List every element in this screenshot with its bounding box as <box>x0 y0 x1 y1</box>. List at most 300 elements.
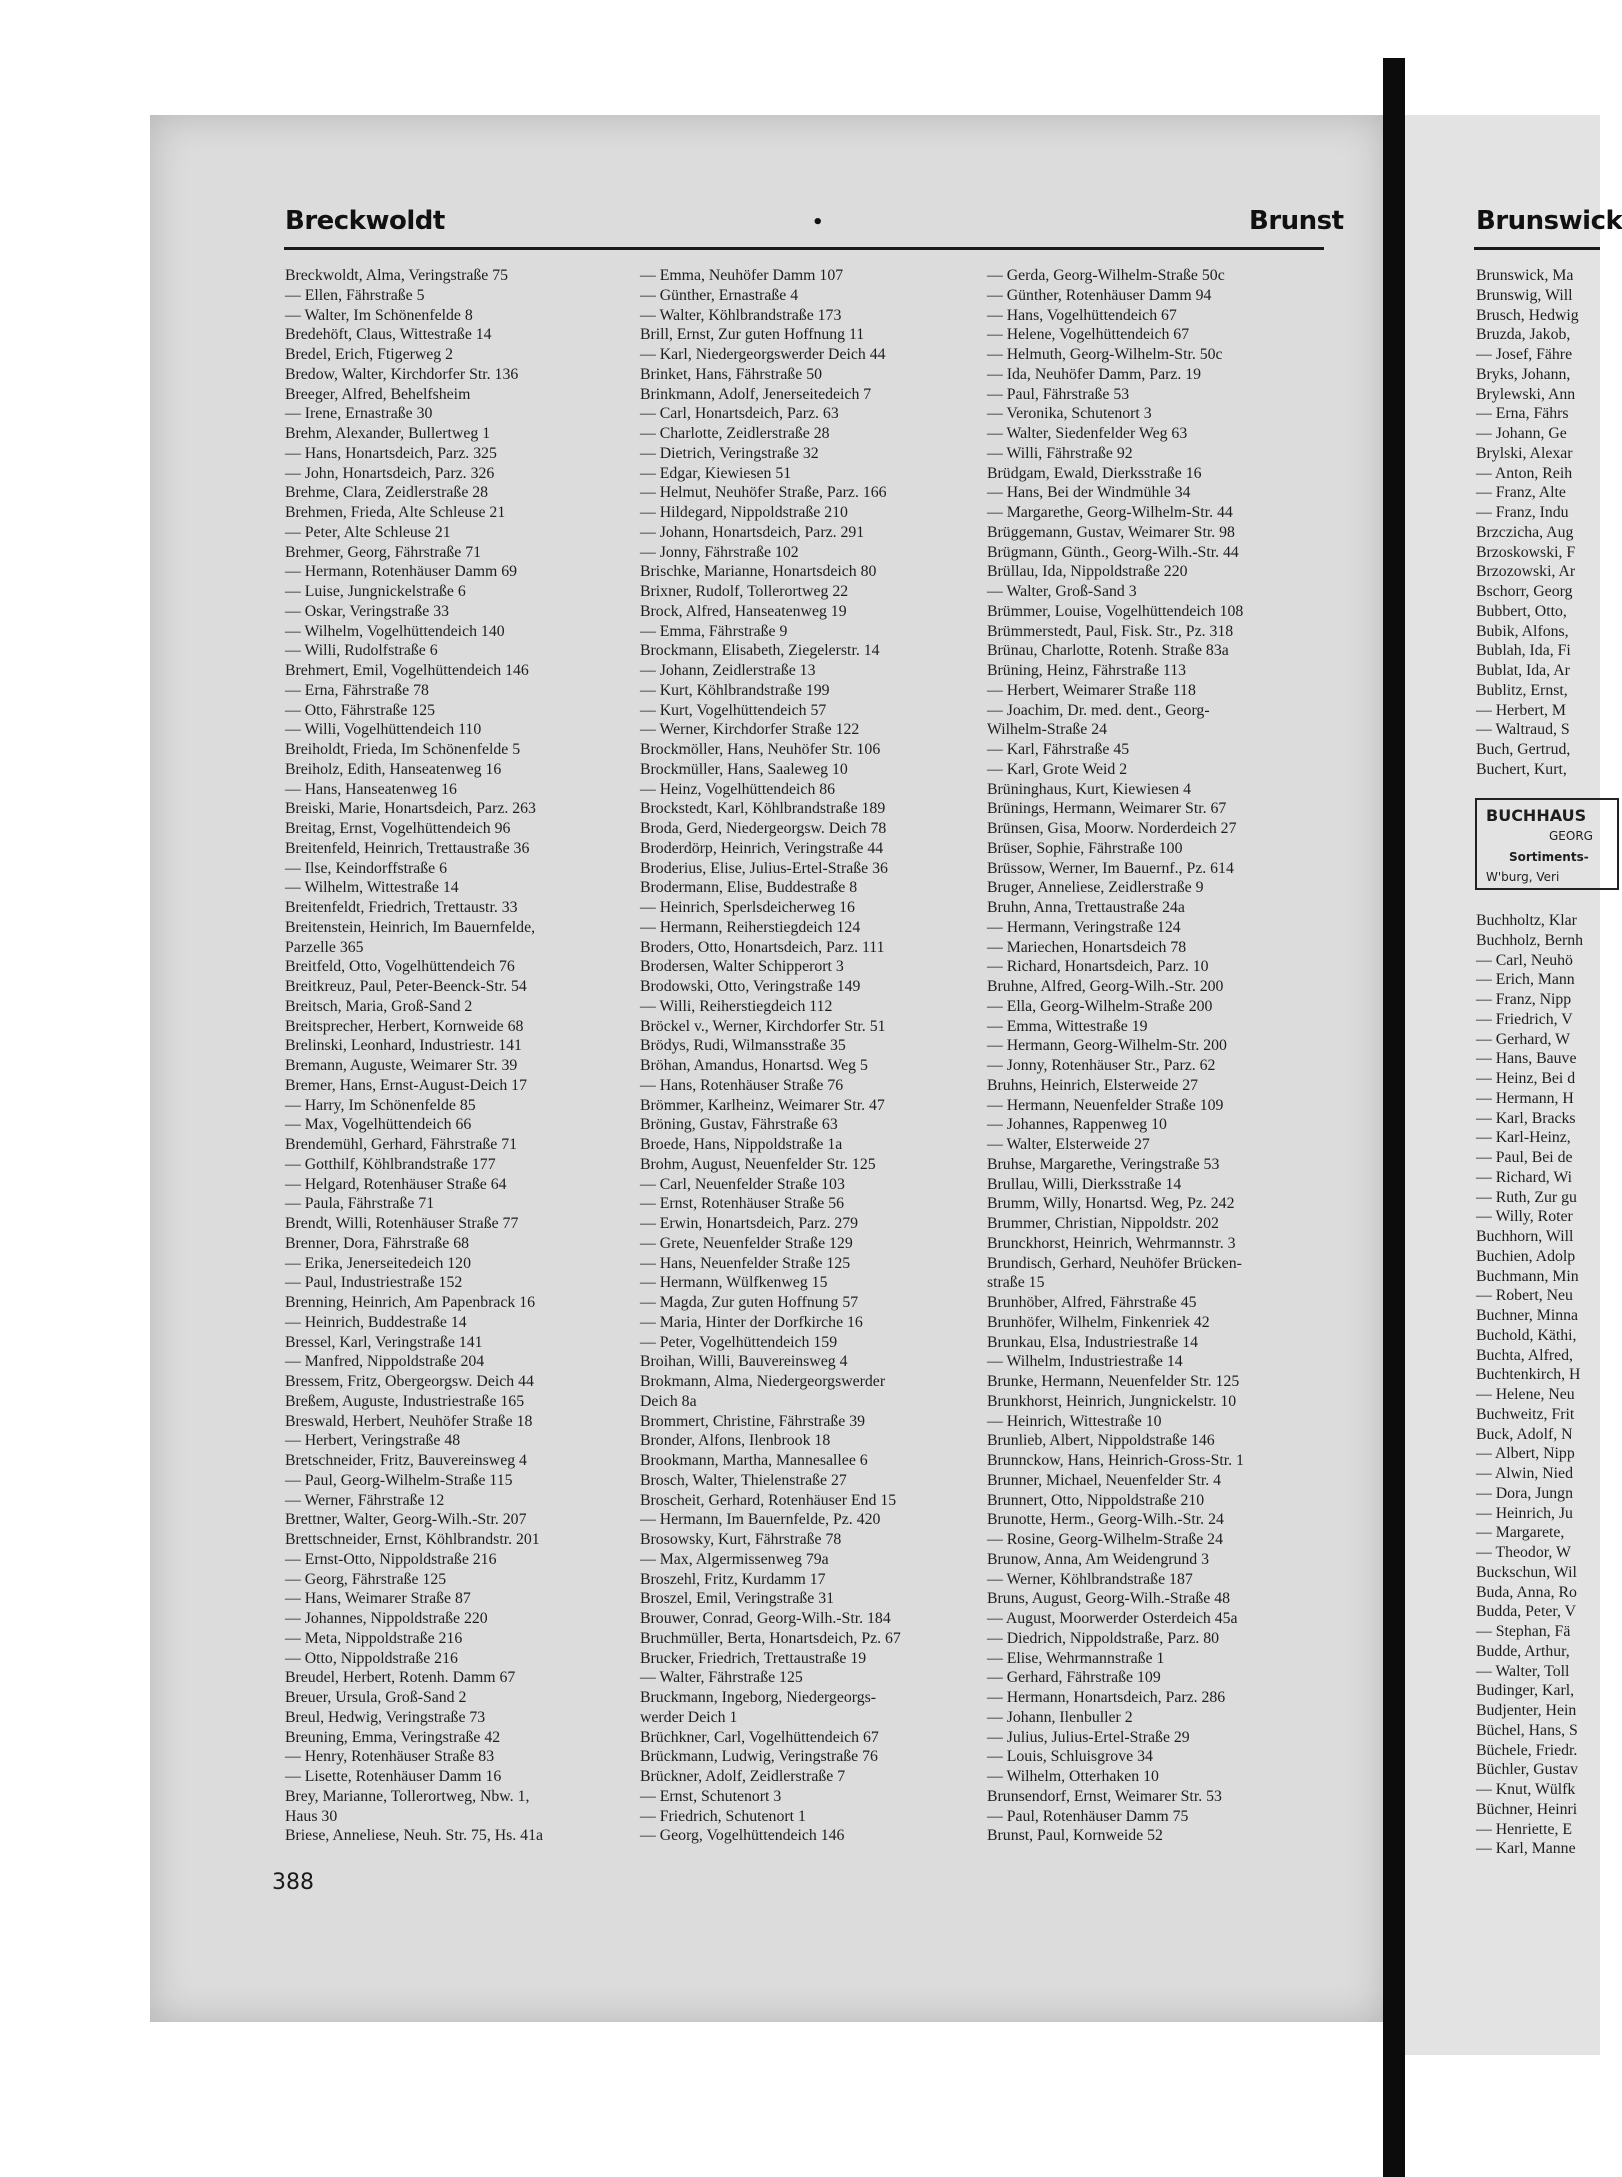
directory-entry: — Hans, Vogelhüttendeich 67 <box>987 306 1177 324</box>
directory-entry: Briese, Anneliese, Neuh. Str. 75, Hs. 41a <box>285 1827 543 1845</box>
directory-entry: — Knut, Wülfk <box>1476 1781 1576 1798</box>
directory-entry: — Irene, Ernastraße 30 <box>285 405 433 423</box>
directory-entry: — Elise, Wehrmannstraße 1 <box>987 1649 1165 1667</box>
directory-entry: — Maria, Hinter der Dorfkirche 16 <box>640 1313 863 1331</box>
directory-entry: — Johann, Ilenbuller 2 <box>987 1708 1133 1726</box>
directory-entry: Breitkreuz, Paul, Peter-Beenck-Str. 54 <box>285 978 527 995</box>
directory-entry: — Josef, Fähre <box>1476 346 1573 363</box>
directory-entry: — John, Honartsdeich, Parz. 326 <box>285 464 495 482</box>
directory-entry: — Heinz, Vogelhüttendeich 86 <box>640 780 836 798</box>
directory-entry: — Walter, Toll <box>1476 1662 1570 1680</box>
directory-entry: Bröckel v., Werner, Kirchdorfer Str. 51 <box>640 1017 886 1035</box>
directory-entry: Brettner, Walter, Georg-Wilh.-Str. 207 <box>285 1511 527 1529</box>
directory-entry: Brunnert, Otto, Nippoldstraße 210 <box>987 1491 1205 1509</box>
directory-entry: — Hermann, Georg-Wilhelm-Str. 200 <box>987 1037 1227 1055</box>
directory-entry: — Henriette, E <box>1476 1820 1573 1838</box>
directory-entry: — Herbert, Weimarer Straße 118 <box>987 681 1196 699</box>
directory-entry: — Paul, Georg-Wilhelm-Straße 115 <box>285 1471 513 1489</box>
directory-entry: Breckwoldt, Alma, Veringstraße 75 <box>285 267 509 284</box>
directory-entry: Breitenfeldt, Friedrich, Trettaustr. 33 <box>285 899 518 916</box>
directory-entry: Breul, Hedwig, Veringstraße 73 <box>285 1708 486 1726</box>
directory-entry: — Peter, Alte Schleuse 21 <box>285 523 451 541</box>
directory-entry: — August, Moorwerder Osterdeich 45a <box>987 1610 1238 1627</box>
directory-entry: — Wilhelm, Otterhaken 10 <box>987 1768 1159 1785</box>
directory-entry: Brüllau, Ida, Nippoldstraße 220 <box>987 563 1188 581</box>
directory-entry: Brömmer, Karlheinz, Weimarer Str. 47 <box>640 1096 885 1114</box>
directory-entry: Brendt, Willi, Rotenhäuser Straße 77 <box>285 1215 519 1232</box>
directory-entry: Brosch, Walter, Thielenstraße 27 <box>640 1471 847 1489</box>
directory-entry: — Rosine, Georg-Wilhelm-Straße 24 <box>987 1531 1223 1548</box>
directory-entry: — Waltraud, S <box>1476 721 1570 739</box>
directory-entry: — Walter, Siedenfelder Weg 63 <box>987 425 1188 442</box>
directory-entry: Brunlieb, Albert, Nippoldstraße 146 <box>987 1432 1215 1450</box>
directory-entry: — Hermann, Neuenfelder Straße 109 <box>987 1096 1224 1114</box>
directory-entry: Brunhöber, Alfred, Fährstraße 45 <box>987 1294 1197 1311</box>
directory-entry: — Johann, Ge <box>1476 425 1567 442</box>
directory-entry: — Carl, Neuenfelder Straße 103 <box>640 1175 845 1193</box>
directory-entry: Breeger, Alfred, Behelfsheim <box>285 385 471 403</box>
directory-entry: — Veronika, Schutenort 3 <box>987 405 1152 423</box>
directory-entry: — Gotthilf, Köhlbrandstraße 177 <box>285 1155 496 1173</box>
directory-entry: Buchtenkirch, H <box>1476 1366 1581 1384</box>
directory-entry: Parzelle 365 <box>285 938 364 956</box>
directory-entry: — Edgar, Kiewiesen 51 <box>640 464 792 482</box>
directory-entry: Bschorr, Georg <box>1476 583 1573 600</box>
directory-entry: — Erna, Fährstraße 78 <box>285 681 429 699</box>
directory-entry: Bubbert, Otto, <box>1476 602 1567 620</box>
directory-entry: Brzozowski, Ar <box>1476 563 1576 581</box>
directory-entry: Buchien, Adolp <box>1476 1247 1576 1265</box>
directory-entry: Brockmöller, Hans, Neuhöfer Str. 106 <box>640 741 881 758</box>
directory-entry: Buckschun, Wil <box>1476 1563 1577 1581</box>
directory-entry: — Meta, Nippoldstraße 216 <box>285 1629 463 1647</box>
directory-entry: Brünau, Charlotte, Rotenh. Straße 83a <box>987 642 1229 660</box>
directory-entry: — Heinrich, Wittestraße 10 <box>987 1412 1162 1430</box>
directory-entry: — Charlotte, Zeidlerstraße 28 <box>640 425 830 442</box>
directory-entry: Brzczicha, Aug <box>1476 523 1574 541</box>
directory-entry: Brunkau, Elsa, Industriestraße 14 <box>987 1333 1199 1351</box>
column-4-bottom <box>1476 911 1600 1859</box>
directory-entry: Brüser, Sophie, Fährstraße 100 <box>987 839 1183 857</box>
directory-entry: — Paul, Bei de <box>1476 1149 1573 1166</box>
directory-entry: Breuer, Ursula, Groß-Sand 2 <box>285 1689 467 1706</box>
directory-entry: — Paul, Fährstraße 53 <box>987 385 1130 403</box>
directory-entry: — Wilhelm, Industriestraße 14 <box>987 1353 1183 1371</box>
directory-entry: Brinket, Hans, Fährstraße 50 <box>640 365 823 383</box>
directory-entry: — Manfred, Nippoldstraße 204 <box>285 1353 485 1371</box>
directory-entry: — Hermann, Veringstraße 124 <box>987 918 1181 936</box>
header-rule <box>284 247 1324 250</box>
directory-entry: Brünsen, Gisa, Moorw. Norderdeich 27 <box>987 820 1237 837</box>
directory-entry: — Helmut, Neuhöfer Straße, Parz. 166 <box>640 484 887 502</box>
directory-entry: Brunotte, Herm., Georg-Wilh.-Str. 24 <box>987 1511 1224 1529</box>
directory-entry: — Dietrich, Veringstraße 32 <box>640 444 819 462</box>
running-header-next-page: Brunswick <box>1476 206 1622 236</box>
directory-entry: Brohm, August, Neuenfelder Str. 125 <box>640 1155 876 1173</box>
directory-entry: Bruhn, Anna, Trettaustraße 24a <box>987 899 1185 916</box>
directory-entry: Brüdgam, Ewald, Dierksstraße 16 <box>987 464 1202 482</box>
directory-entry: Bressem, Fritz, Obergeorgsw. Deich 44 <box>285 1373 534 1390</box>
directory-entry: — Werner, Fährstraße 12 <box>285 1491 445 1509</box>
directory-entry: — Günther, Ernastraße 4 <box>640 286 799 304</box>
directory-entry: Deich 8a <box>640 1392 697 1410</box>
directory-entry: Brullau, Willi, Dierksstraße 14 <box>987 1175 1182 1193</box>
directory-entry: Bredehöft, Claus, Wittestraße 14 <box>285 326 492 344</box>
directory-entry: Broscheit, Gerhard, Rotenhäuser End 15 <box>640 1491 897 1509</box>
directory-entry: Bronder, Alfons, Ilenbrook 18 <box>640 1432 831 1450</box>
directory-entry: — Kurt, Vogelhüttendeich 57 <box>640 701 827 719</box>
directory-entry: Brödys, Rudi, Wilmansstraße 35 <box>640 1037 846 1055</box>
directory-entry: — Herbert, M <box>1476 701 1566 719</box>
directory-entry: Brucker, Friedrich, Trettaustraße 19 <box>640 1649 867 1667</box>
directory-entry: Brixner, Rudolf, Tollerortweg 22 <box>640 583 849 600</box>
column-1 <box>285 266 621 1846</box>
directory-entry: Breiholz, Edith, Hanseatenweg 16 <box>285 760 502 778</box>
directory-entry: — Hermann, Wülfkenweg 15 <box>640 1274 828 1292</box>
directory-entry: Brunhöfer, Wilhelm, Finkenriek 42 <box>987 1313 1210 1331</box>
directory-entry: — Mariechen, Honartsdeich 78 <box>987 938 1187 956</box>
directory-entry: — Franz, Nipp <box>1476 991 1572 1008</box>
directory-entry: Brundisch, Gerhard, Neuhöfer Brücken- <box>987 1254 1242 1272</box>
directory-entry: Broszehl, Fritz, Kurdamm 17 <box>640 1570 826 1588</box>
directory-entry: Brischke, Marianne, Honartsdeich 80 <box>640 563 877 581</box>
directory-entry: Brey, Marianne, Tollerortweg, Nbw. 1, <box>285 1787 530 1805</box>
directory-entry: Budjenter, Hein <box>1476 1702 1577 1719</box>
directory-entry: Wilhelm-Straße 24 <box>987 721 1108 739</box>
column-2 <box>640 266 976 1846</box>
directory-entry: Buch, Gertrud, <box>1476 741 1571 758</box>
directory-entry: — Karl, Grote Weid 2 <box>987 760 1128 778</box>
directory-entry: — Hans, Bei der Windmühle 34 <box>987 484 1191 502</box>
header-rule-next-page <box>1474 247 1600 250</box>
directory-entry: — Hans, Bauve <box>1476 1050 1577 1068</box>
ad-line-4: W'burg, Veri <box>1486 870 1560 884</box>
directory-entry: — Hans, Weimarer Straße 87 <box>285 1590 471 1608</box>
directory-entry: Brendemühl, Gerhard, Fährstraße 71 <box>285 1136 518 1153</box>
directory-entry: Breiski, Marie, Honartsdeich, Parz. 263 <box>285 800 536 818</box>
directory-entry: — Joachim, Dr. med. dent., Georg- <box>987 701 1210 719</box>
directory-entry: Brehm, Alexander, Bullertweg 1 <box>285 425 491 442</box>
directory-entry: — Emma, Fährstraße 9 <box>640 622 788 640</box>
directory-entry: Brookmann, Martha, Mannesallee 6 <box>640 1452 868 1469</box>
directory-entry: — Henry, Rotenhäuser Straße 83 <box>285 1748 495 1766</box>
directory-entry: — Karl-Heinz, <box>1476 1129 1571 1147</box>
directory-entry: — Hans, Hanseatenweg 16 <box>285 780 457 798</box>
directory-entry: — Gerhard, W <box>1476 1030 1571 1048</box>
directory-entry: Brunnckow, Hans, Heinrich-Gross-Str. 1 <box>987 1452 1244 1469</box>
directory-entry: — Louis, Schluisgrove 34 <box>987 1748 1153 1766</box>
directory-entry: Brockstedt, Karl, Köhlbrandstraße 189 <box>640 800 886 818</box>
directory-entry: Brüggemann, Gustav, Weimarer Str. 98 <box>987 523 1235 541</box>
directory-entry: Buchweitz, Frit <box>1476 1405 1575 1423</box>
directory-entry: — Hans, Neuenfelder Straße 125 <box>640 1254 851 1272</box>
directory-entry: — Karl, Bracks <box>1476 1109 1576 1127</box>
directory-entry: — Johannes, Nippoldstraße 220 <box>285 1610 488 1627</box>
directory-entry: Breswald, Herbert, Neuhöfer Straße 18 <box>285 1412 533 1430</box>
directory-entry: Brückmann, Ludwig, Veringstraße 76 <box>640 1748 878 1766</box>
directory-entry: Brzoskowski, F <box>1476 543 1576 561</box>
directory-entry: — Wilhelm, Vogelhüttendeich 140 <box>285 622 505 640</box>
directory-entry: — Ruth, Zur gu <box>1476 1188 1577 1206</box>
directory-entry: Broda, Gerd, Niedergeorgsw. Deich 78 <box>640 820 887 837</box>
directory-entry: Breiholdt, Frieda, Im Schönenfelde 5 <box>285 741 521 758</box>
directory-entry: Buchhorn, Will <box>1476 1228 1574 1245</box>
directory-entry: Brehmer, Georg, Fährstraße 71 <box>285 543 482 561</box>
directory-entry: Brylski, Alexar <box>1476 444 1573 462</box>
directory-entry: — Helene, Neu <box>1476 1386 1575 1403</box>
directory-entry: — Georg, Vogelhüttendeich 146 <box>640 1827 845 1845</box>
directory-entry: straße 15 <box>987 1274 1045 1292</box>
directory-entry: — Friedrich, Schutenort 1 <box>640 1807 806 1825</box>
directory-entry: — Lisette, Rotenhäuser Damm 16 <box>285 1768 502 1785</box>
directory-entry: — Diedrich, Nippoldstraße, Parz. 80 <box>987 1629 1220 1647</box>
directory-entry: Brommert, Christine, Fährstraße 39 <box>640 1412 866 1430</box>
directory-entry: Haus 30 <box>285 1807 338 1825</box>
directory-entry: — Willi, Reiherstiegdeich 112 <box>640 997 833 1015</box>
directory-entry: — Theodor, W <box>1476 1544 1571 1561</box>
directory-entry: Bruhne, Alfred, Georg-Wilh.-Str. 200 <box>987 978 1224 995</box>
directory-entry: Budinger, Karl, <box>1476 1682 1575 1700</box>
directory-entry: — Hermann, Honartsdeich, Parz. 286 <box>987 1689 1226 1706</box>
directory-entry: Brenning, Heinrich, Am Papenbrack 16 <box>285 1294 536 1311</box>
directory-entry: — Ella, Georg-Wilhelm-Straße 200 <box>987 997 1213 1015</box>
directory-entry: — Ilse, Keindorffstraße 6 <box>285 859 448 877</box>
directory-entry: Brodermann, Elise, Buddestraße 8 <box>640 879 858 897</box>
directory-entry: Brüchkner, Carl, Vogelhüttendeich 67 <box>640 1728 879 1746</box>
directory-entry: Brehmen, Frieda, Alte Schleuse 21 <box>285 504 506 521</box>
directory-entry: — Heinrich, Ju <box>1476 1504 1573 1522</box>
directory-entry: — Emma, Neuhöfer Damm 107 <box>640 267 844 284</box>
directory-entry: Broszel, Emil, Veringstraße 31 <box>640 1590 835 1608</box>
directory-entry: Breuning, Emma, Veringstraße 42 <box>285 1728 501 1746</box>
directory-entry: — Hermann, H <box>1476 1089 1574 1107</box>
directory-entry: — Heinz, Bei d <box>1476 1070 1576 1087</box>
directory-entry: — Walter, Groß-Sand 3 <box>987 583 1137 600</box>
directory-entry: Bublat, Ida, Ar <box>1476 662 1570 679</box>
directory-entry: — Friedrich, V <box>1476 1010 1573 1028</box>
directory-entry: Brunow, Anna, Am Weidengrund 3 <box>987 1550 1210 1568</box>
directory-entry: Breitfeld, Otto, Vogelhüttendeich 76 <box>285 958 515 976</box>
directory-entry: — Georg, Fährstraße 125 <box>285 1570 447 1588</box>
directory-entry: — Alwin, Nied <box>1476 1465 1573 1482</box>
directory-entry: Buchholtz, Klar <box>1476 912 1577 929</box>
directory-entry: — Magda, Zur guten Hoffnung 57 <box>640 1294 859 1311</box>
directory-entry: — Willi, Rudolfstraße 6 <box>285 642 438 660</box>
directory-entry: — Werner, Köhlbrandstraße 187 <box>987 1570 1193 1588</box>
directory-entry: Brückner, Adolf, Zeidlerstraße 7 <box>640 1768 846 1785</box>
directory-entry: — Emma, Wittestraße 19 <box>987 1017 1148 1035</box>
directory-entry: — Julius, Julius-Ertel-Straße 29 <box>987 1728 1190 1746</box>
directory-entry: — Otto, Fährstraße 125 <box>285 701 436 719</box>
directory-entry: — Franz, Alte <box>1476 484 1566 502</box>
directory-entry: Budda, Peter, V <box>1476 1603 1576 1621</box>
directory-entry: — Walter, Im Schönenfelde 8 <box>285 306 473 324</box>
directory-entry: Brettschneider, Ernst, Köhlbrandstr. 201 <box>285 1531 540 1548</box>
directory-entry: Breßem, Auguste, Industriestraße 165 <box>285 1392 525 1410</box>
directory-entry: Bröhan, Amandus, Honartsd. Weg 5 <box>640 1057 868 1074</box>
directory-entry: Brokmann, Alma, Niedergeorgswerder <box>640 1373 886 1390</box>
directory-entry: Brügmann, Günth., Georg-Wilh.-Str. 44 <box>987 543 1239 561</box>
directory-entry: — Max, Algermissenweg 79a <box>640 1550 829 1568</box>
directory-entry: Büchele, Friedr. <box>1476 1741 1578 1759</box>
directory-entry: — Heinrich, Buddestraße 14 <box>285 1313 467 1331</box>
directory-entry: Breitag, Ernst, Vogelhüttendeich 96 <box>285 820 511 837</box>
directory-entry: Bruns, August, Georg-Wilh.-Straße 48 <box>987 1590 1231 1608</box>
directory-entry: Brinkmann, Adolf, Jenerseitedeich 7 <box>640 385 872 403</box>
directory-entry: — Hans, Honartsdeich, Parz. 325 <box>285 444 497 462</box>
directory-entry: — Stephan, Fä <box>1476 1623 1571 1640</box>
directory-entry: Brockmann, Elisabeth, Ziegelerstr. 14 <box>640 642 880 660</box>
directory-entry: — Otto, Nippoldstraße 216 <box>285 1649 458 1667</box>
directory-entry: Brummer, Christian, Nippoldstr. 202 <box>987 1215 1219 1232</box>
directory-entry: — Heinrich, Sperlsdeicherweg 16 <box>640 899 855 916</box>
directory-entry: — Richard, Honartsdeich, Parz. 10 <box>987 958 1209 976</box>
directory-entry: — Max, Vogelhüttendeich 66 <box>285 1116 472 1134</box>
directory-entry: — Günther, Rotenhäuser Damm 94 <box>987 286 1212 304</box>
running-header-right: Brunst <box>1249 206 1344 236</box>
directory-entry: Brouwer, Conrad, Georg-Wilh.-Str. 184 <box>640 1610 891 1627</box>
directory-entry: — Karl, Fährstraße 45 <box>987 741 1130 758</box>
directory-entry: — Ernst, Rotenhäuser Straße 56 <box>640 1195 845 1213</box>
directory-entry: Broihan, Willi, Bauvereinsweg 4 <box>640 1353 848 1371</box>
directory-entry: Buchner, Minna <box>1476 1307 1579 1324</box>
directory-entry: — Paul, Industriestraße 152 <box>285 1274 463 1292</box>
directory-entry: — Gerda, Georg-Wilhelm-Straße 50c <box>987 267 1225 284</box>
directory-entry: Buchholz, Bernh <box>1476 931 1584 949</box>
directory-entry: Bruhse, Margarethe, Veringstraße 53 <box>987 1155 1220 1173</box>
directory-entry: — Carl, Honartsdeich, Parz. 63 <box>640 405 839 423</box>
ad-line-3: Sortiments- <box>1509 850 1589 864</box>
directory-entry: — Kurt, Köhlbrandstraße 199 <box>640 681 830 699</box>
directory-entry: Bublah, Ida, Fi <box>1476 642 1571 660</box>
directory-entry: Bubik, Alfons, <box>1476 622 1569 640</box>
directory-entry: Buchmann, Min <box>1476 1267 1579 1285</box>
directory-entry: — Ellen, Fährstraße 5 <box>285 286 425 304</box>
directory-entry: — Erich, Mann <box>1476 971 1575 989</box>
directory-entry: — Hermann, Reiherstiegdeich 124 <box>640 918 861 936</box>
directory-entry: Breitsprecher, Herbert, Kornweide 68 <box>285 1017 524 1035</box>
column-4-top <box>1476 266 1600 780</box>
directory-entry: — Jonny, Rotenhäuser Str., Parz. 62 <box>987 1057 1216 1074</box>
directory-entry: — Werner, Kirchdorfer Straße 122 <box>640 721 860 739</box>
directory-entry: Bruzda, Jakob, <box>1476 326 1571 344</box>
directory-entry: Brock, Alfred, Hanseatenweg 19 <box>640 602 847 620</box>
directory-entry: — Helmuth, Georg-Wilhelm-Str. 50c <box>987 346 1223 363</box>
directory-entry: Brosowsky, Kurt, Fährstraße 78 <box>640 1531 842 1548</box>
running-header-left: Breckwoldt <box>285 206 445 236</box>
directory-entry: — Herbert, Veringstraße 48 <box>285 1432 461 1450</box>
directory-entry: — Jonny, Fährstraße 102 <box>640 543 799 561</box>
directory-entry: — Hermann, Im Bauernfelde, Pz. 420 <box>640 1511 881 1529</box>
directory-entry: Brünings, Hermann, Weimarer Str. 67 <box>987 800 1227 818</box>
directory-entry: Breitsch, Maria, Groß-Sand 2 <box>285 997 473 1015</box>
ad-line-1: BUCHHAUS <box>1486 806 1587 825</box>
directory-entry: — Hans, Rotenhäuser Straße 76 <box>640 1076 844 1094</box>
directory-entry: Bremann, Auguste, Weimarer Str. 39 <box>285 1057 518 1074</box>
directory-entry: Breitenfeld, Heinrich, Trettaustraße 36 <box>285 839 530 857</box>
directory-entry: Brusch, Hedwig <box>1476 306 1579 324</box>
directory-entry: — Karl, Manne <box>1476 1840 1576 1858</box>
directory-entry: Brüning, Heinz, Fährstraße 113 <box>987 662 1187 679</box>
directory-entry: — Johann, Zeidlerstraße 13 <box>640 662 816 679</box>
directory-entry: — Walter, Köhlbrandstraße 173 <box>640 306 842 324</box>
directory-entry: Brunsendorf, Ernst, Weimarer Str. 53 <box>987 1787 1222 1805</box>
directory-entry: Brunner, Michael, Neuenfelder Str. 4 <box>987 1471 1222 1489</box>
directory-entry: Bröning, Gustav, Fährstraße 63 <box>640 1116 838 1134</box>
directory-entry: Breudel, Herbert, Rotenh. Damm 67 <box>285 1669 516 1687</box>
directory-entry: — Walter, Fährstraße 125 <box>640 1669 803 1687</box>
directory-entry: Brenner, Dora, Fährstraße 68 <box>285 1234 470 1252</box>
directory-entry: Bruger, Anneliese, Zeidlerstraße 9 <box>987 879 1204 897</box>
page-number: 388 <box>272 1870 314 1895</box>
directory-entry: — Willi, Fährstraße 92 <box>987 444 1133 462</box>
directory-entry: Brüssow, Werner, Im Bauernf., Pz. 614 <box>987 859 1234 877</box>
directory-entry: werder Deich 1 <box>640 1708 738 1726</box>
directory-entry: — Luise, Jungnickelstraße 6 <box>285 583 466 600</box>
directory-entry: — Carl, Neuhö <box>1476 951 1573 969</box>
directory-entry: Brodowski, Otto, Veringstraße 149 <box>640 978 861 995</box>
directory-entry: — Ida, Neuhöfer Damm, Parz. 19 <box>987 365 1202 383</box>
directory-entry: Brelinski, Leonhard, Industriestr. 141 <box>285 1037 522 1055</box>
directory-entry: — Ernst-Otto, Nippoldstraße 216 <box>285 1550 497 1568</box>
directory-entry: Büchler, Gustav <box>1476 1761 1579 1779</box>
directory-entry: — Dora, Jungn <box>1476 1484 1573 1502</box>
directory-entry: — Hermann, Rotenhäuser Damm 69 <box>285 563 518 581</box>
directory-entry: — Johannes, Rappenweg 10 <box>987 1116 1167 1134</box>
directory-entry: — Paula, Fährstraße 71 <box>285 1195 435 1213</box>
directory-entry: — Richard, Wi <box>1476 1168 1573 1186</box>
directory-entry: Brunke, Hermann, Neuenfelder Str. 125 <box>987 1373 1240 1390</box>
directory-entry: Brumm, Willy, Honartsd. Weg, Pz. 242 <box>987 1195 1235 1213</box>
directory-entry: — Erika, Jenerseitedeich 120 <box>285 1254 471 1272</box>
ad-line-2: GEORG <box>1549 829 1593 843</box>
directory-entry: — Johann, Honartsdeich, Parz. 291 <box>640 523 865 541</box>
directory-entry: Büchner, Heinri <box>1476 1800 1578 1818</box>
directory-entry: — Helene, Vogelhüttendeich 67 <box>987 326 1190 344</box>
directory-entry: — Anton, Reih <box>1476 464 1573 482</box>
directory-entry: Brylewski, Ann <box>1476 385 1576 403</box>
directory-entry: Bruckmann, Ingeborg, Niedergeorgs- <box>640 1689 877 1706</box>
directory-entry: Bruchmüller, Berta, Honartsdeich, Pz. 67 <box>640 1629 901 1647</box>
directory-entry: Bredel, Erich, Ftigerweg 2 <box>285 346 454 363</box>
directory-entry: — Erwin, Honartsdeich, Parz. 279 <box>640 1215 859 1232</box>
directory-entry: Brunkhorst, Heinrich, Jungnickelstr. 10 <box>987 1392 1237 1410</box>
directory-entry: — Paul, Rotenhäuser Damm 75 <box>987 1807 1189 1825</box>
directory-entry: — Harry, Im Schönenfelde 85 <box>285 1096 476 1114</box>
directory-entry: Brodersen, Walter Schipperort 3 <box>640 958 844 976</box>
directory-entry: — Franz, Indu <box>1476 504 1569 521</box>
directory-entry: Bressel, Karl, Veringstraße 141 <box>285 1333 483 1351</box>
directory-entry: — Margarete, <box>1476 1524 1565 1542</box>
directory-entry: — Grete, Neuenfelder Straße 129 <box>640 1234 853 1252</box>
directory-entry: — Erna, Fährs <box>1476 405 1569 423</box>
directory-entry: — Gerhard, Fährstraße 109 <box>987 1669 1161 1687</box>
directory-entry: — Wilhelm, Wittestraße 14 <box>285 879 459 897</box>
directory-entry: Brümmer, Louise, Vogelhüttendeich 108 <box>987 602 1244 620</box>
directory-entry: Brüninghaus, Kurt, Kiewiesen 4 <box>987 780 1192 798</box>
directory-entry: Brill, Ernst, Zur guten Hoffnung 11 <box>640 326 865 344</box>
directory-entry: Bretschneider, Fritz, Bauvereinsweg 4 <box>285 1452 527 1469</box>
directory-entry: Brunswig, Will <box>1476 286 1573 304</box>
directory-entry: Brockmüller, Hans, Saaleweg 10 <box>640 760 848 778</box>
directory-entry: Buda, Anna, Ro <box>1476 1583 1577 1601</box>
directory-entry: — Albert, Nipp <box>1476 1445 1575 1463</box>
directory-entry: Büchel, Hans, S <box>1476 1721 1578 1739</box>
directory-entry: Budde, Arthur, <box>1476 1642 1570 1660</box>
directory-entry: — Willy, Roter <box>1476 1208 1573 1226</box>
directory-entry: — Willi, Vogelhüttendeich 110 <box>285 721 482 739</box>
directory-entry: Bredow, Walter, Kirchdorfer Str. 136 <box>285 365 519 383</box>
